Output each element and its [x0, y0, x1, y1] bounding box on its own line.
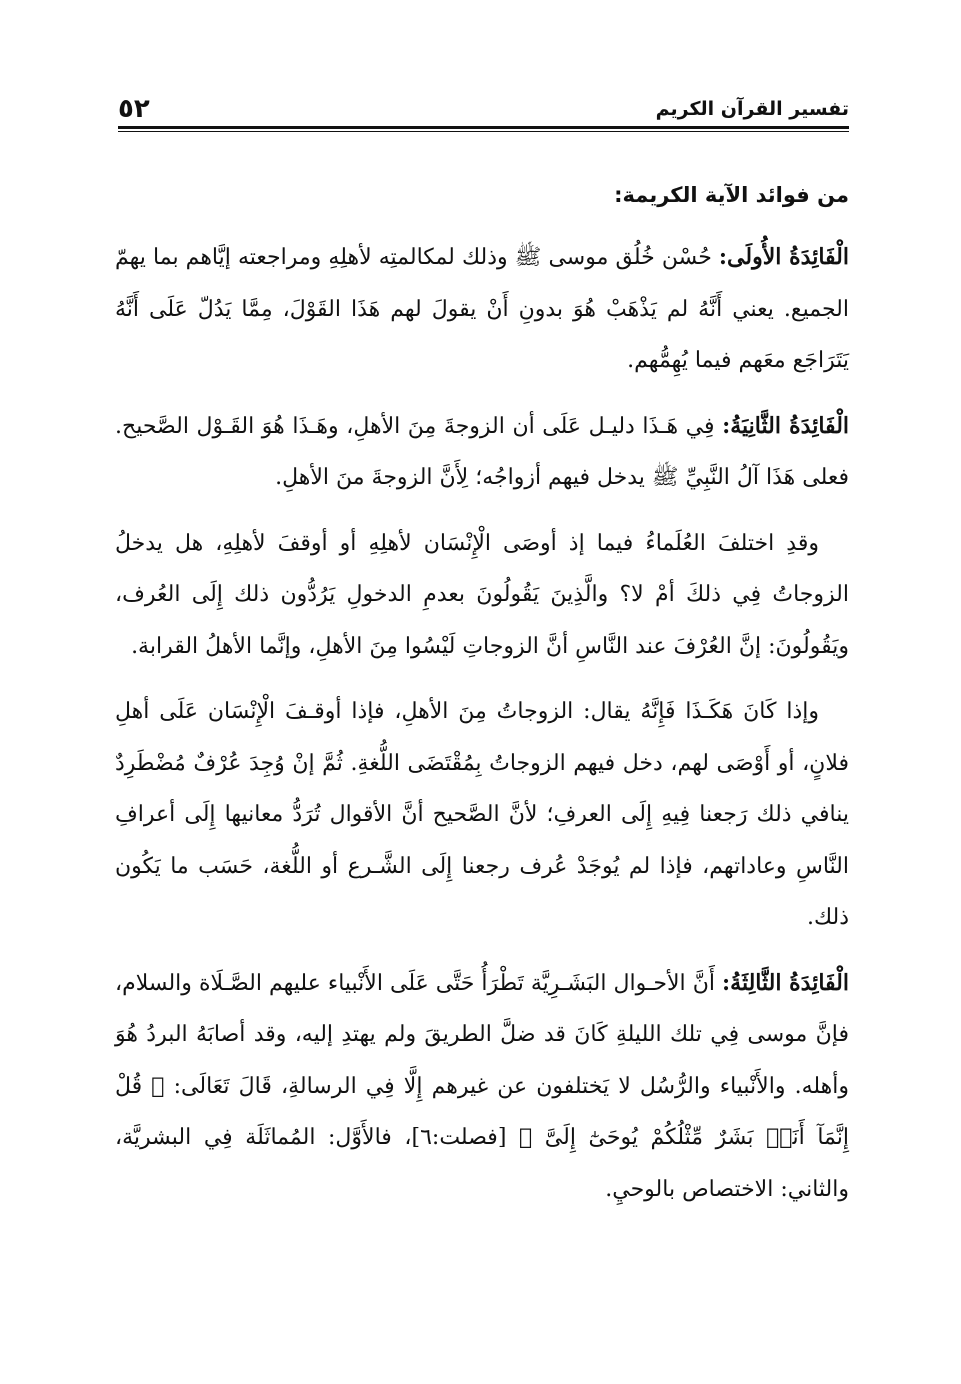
benefit-3-label: الْفَائِدَةُ الثَّالِثَةُ: — [722, 969, 849, 996]
paragraph-benefit-1 — [115, 232, 849, 387]
header-rule-thin — [118, 131, 849, 132]
custom-ruling-text: وإذا كَانَ هَكَـذَا فَإِنَّهُ يقال: الزوجاتُ مِنَ الأهلِ، فإذا أوقـفَ الْإِنْسَان عَلَى أهلِ فلانٍ، أو أَوْصَى لهم، دخل فيهم الزوجاتُ بِمُقْتَضَى اللُّغةِ. ثُمَّ إنْ وُجِدَ عُرْفٌ مُضْطَرِدٌ ينافي ذلك رَجعنا فِيهِ إِلَى العرفِ؛ لأنَّ الصَّحيح أنَّ الأقوال تُرَدُّ معانيها إِلَى أعرافِ النَّاسِ وعاداتهم، فإذا لم يُوجَدْ عُرف رجعنا إِلَى الشَّـرع أو اللُّغة، حَسَب ما يَكُون ذلك. — [115, 699, 849, 930]
benefit-2-text: فِي هَـذَا دليـل عَلَى أن الزوجةَ مِنَ الأهلِ، وهَـذَا هُوَ القَـوْل الصَّحيح. فعلى هَذَا آلُ النَّبِيِّ ﷺ يدخل فيهم أزواجُه؛ لِأَنَّ الزوجةَ منَ الأهلِ. — [115, 413, 849, 490]
scholars-dispute-text: وقدِ اختلفَ العُلَماءُ فيما إذ أوصَى الْإِنْسَان لأهلِهِ أو أوقفَ لأهلِهِ، هل يدخلُ الزوجاتُ فِي ذلكَ أمْ لا؟ والَّذِينَ يَقُولُونَ بعدمِ الدخولِ يَرُدُّون ذلك إِلَى العُرف، ويَقُولُونَ: إنَّ العُرْفَ عند النَّاسِ أنَّ الزوجاتِ لَيْسُوا مِنَ الأهلِ، وإنَّما الأهلُ القرابة. — [115, 530, 849, 659]
paragraph-custom-ruling — [115, 686, 849, 944]
section-heading: من فوائد الآية الكريمة: — [614, 183, 849, 207]
benefit-3-text: أَنَّ الأحـوال البَشَـرِيَّة تَطْرَأُ حَتَّى عَلَى الأَنْبياء عليهم الصَّـلَاة والسلام، فإنَّ موسى فِي تلك الليلةِ كَانَ قد ضلَّ الطريقَ ولم يهتدِ إليه، وقد أصابَهُ البردُ هُوَ وأهله. والأَنْبياء والرُّسُل لا يَختلفون عن غيرهم إِلَّا فِي الرسالةِ، قَالَ تَعَالَى: ﴿ قُلْ إِنَّمَآ أَنَا۠ بَشَرٌ مِّثْلُكُمْ يُوحَىٰٓ إِلَىَّ ﴾ [فصلت:٦]، فالأَوَّل: المُماثَلَة فِي البشريَّة، والثاني: الاختصاص بالوحيِ. — [115, 970, 849, 1202]
running-title: تفسير القرآن الكريم — [655, 98, 849, 120]
paragraph-benefit-3 — [115, 958, 849, 1216]
benefit-2-label: الْفَائِدَةُ الثَّانِيَةُ: — [722, 412, 850, 439]
page-body — [115, 172, 849, 1229]
header-rule-thick — [118, 126, 849, 129]
page-number: ٥٢ — [118, 94, 150, 124]
paragraph-scholars-dispute — [115, 518, 849, 673]
paragraph-benefit-2 — [115, 401, 849, 504]
benefit-1-label: الْفَائِدَةُ الأُولَى: — [718, 244, 849, 270]
benefit-1-text: حُسْن خُلُق موسى ﷺ وذلك لمكالمتِه لأهلِهِ ومراجعته إيَّاهم بما يهمّ الجميع. يعني أَنَّهُ لم يَذْهَبْ هُوَ بدونِ أَنْ يقولَ لهم هَذَا القَوْلَ، مِمَّا يَدُلّ عَلَى أَنَّهُ يَتَرَاجَع معَهم فيما يُهِمُّهم. — [115, 245, 849, 373]
page-header — [118, 88, 849, 124]
